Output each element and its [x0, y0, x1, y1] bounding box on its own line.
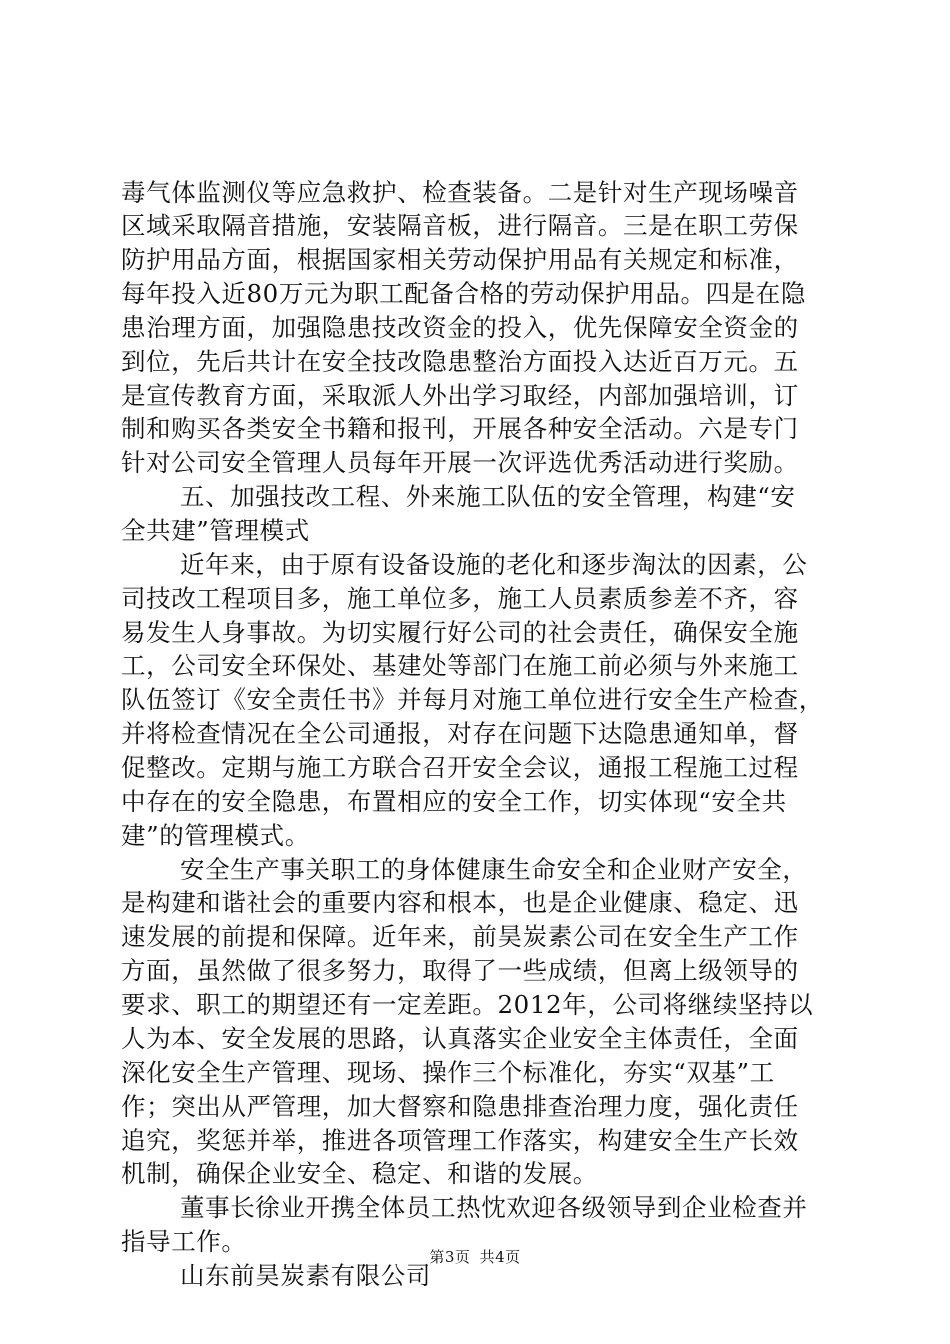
text-line: 建”的管理模式。: [121, 821, 310, 850]
page-total: 共4页: [479, 1248, 521, 1266]
text-line: 中存在的安全隐患，布置相应的安全工作，切实体现“安全共: [121, 787, 787, 816]
text-line: 是宣传教育方面，采取派人外出学习取经，内部加强培训，订: [121, 381, 799, 410]
text-line: 人为本、安全发展的思路，认真落实企业安全主体责任，全面: [121, 1024, 799, 1053]
text-line: 司技改工程项目多，施工单位多，施工人员素质参差不齐，容: [121, 584, 799, 613]
text-line: 深化安全生产管理、现场、操作三个标准化，夯实“双基”工: [121, 1058, 775, 1087]
text-line: 近年来，由于原有设备设施的老化和逐步淘汰的因素，公: [180, 550, 808, 579]
text-line: 队伍签订《安全责任书》并每月对施工单位进行安全生产检查，: [121, 685, 824, 714]
text-line: 到位，先后共计在安全技改隐患整治方面投入达近百万元。五: [121, 347, 799, 376]
text-line: 指导工作。: [121, 1227, 247, 1256]
page-number: 第3页: [429, 1248, 471, 1266]
section-heading-line: 全共建”管理模式: [121, 516, 310, 545]
text-line: 安全生产事关职工的身体健康生命安全和企业财产安全，: [180, 855, 808, 884]
text-line: 患治理方面，加强隐患技改资金的投入，优先保障安全资金的: [121, 313, 799, 342]
text-line: 针对公司安全管理人员每年开展一次评选优秀活动进行奖励。: [121, 448, 799, 477]
text-line: 毒气体监测仪等应急救护、检查装备。二是针对生产现场噪音: [121, 178, 799, 207]
text-line: 速发展的前提和保障。近年来，前昊炭素公司在安全生产工作: [121, 922, 799, 951]
text-line: 每年投入近80万元为职工配备合格的劳动保护用品。四是在隐: [121, 279, 806, 308]
text-line: 区域采取隔音措施，安装隔音板，进行隔音。三是在职工劳保: [121, 211, 799, 240]
text-line: 方面，虽然做了很多努力，取得了一些成绩，但离上级领导的: [121, 956, 799, 985]
text-line: 防护用品方面，根据国家相关劳动保护用品有关规定和标准，: [121, 245, 799, 274]
text-line: 制和购买各类安全书籍和报刊，开展各种安全活动。六是专门: [121, 414, 799, 443]
page-footer: [0, 1247, 950, 1267]
text-line: 作；突出从严管理，加大督察和隐患排查治理力度，强化责任: [121, 1092, 799, 1121]
text-line: 董事长徐业开携全体员工热忱欢迎各级领导到企业检查并: [180, 1193, 808, 1222]
text-line: 是构建和谐社会的重要内容和根本，也是企业健康、稳定、迅: [121, 888, 799, 917]
text-line: 促整改。定期与施工方联合召开安全会议，通报工程施工过程: [121, 753, 799, 782]
text-line: 追究，奖惩并举，推进各项管理工作落实，构建安全生产长效: [121, 1126, 799, 1155]
signature-company-name: 山东前昊炭素有限公司: [180, 1261, 431, 1290]
section-heading-line: 五、加强技改工程、外来施工队伍的安全管理，构建“安: [180, 482, 796, 511]
text-line: 工，公司安全环保处、基建处等部门在施工前必须与外来施工: [121, 651, 799, 680]
text-line: 要求、职工的期望还有一定差距。2012年，公司将继续坚持以: [121, 990, 814, 1019]
text-line: 机制，确保企业安全、稳定、和谐的发展。: [121, 1159, 598, 1188]
text-line: 并将检查情况在全公司通报，对存在问题下达隐患通知单，督: [121, 719, 799, 748]
text-line: 易发生人身事故。为切实履行好公司的社会责任，确保安全施: [121, 618, 799, 647]
